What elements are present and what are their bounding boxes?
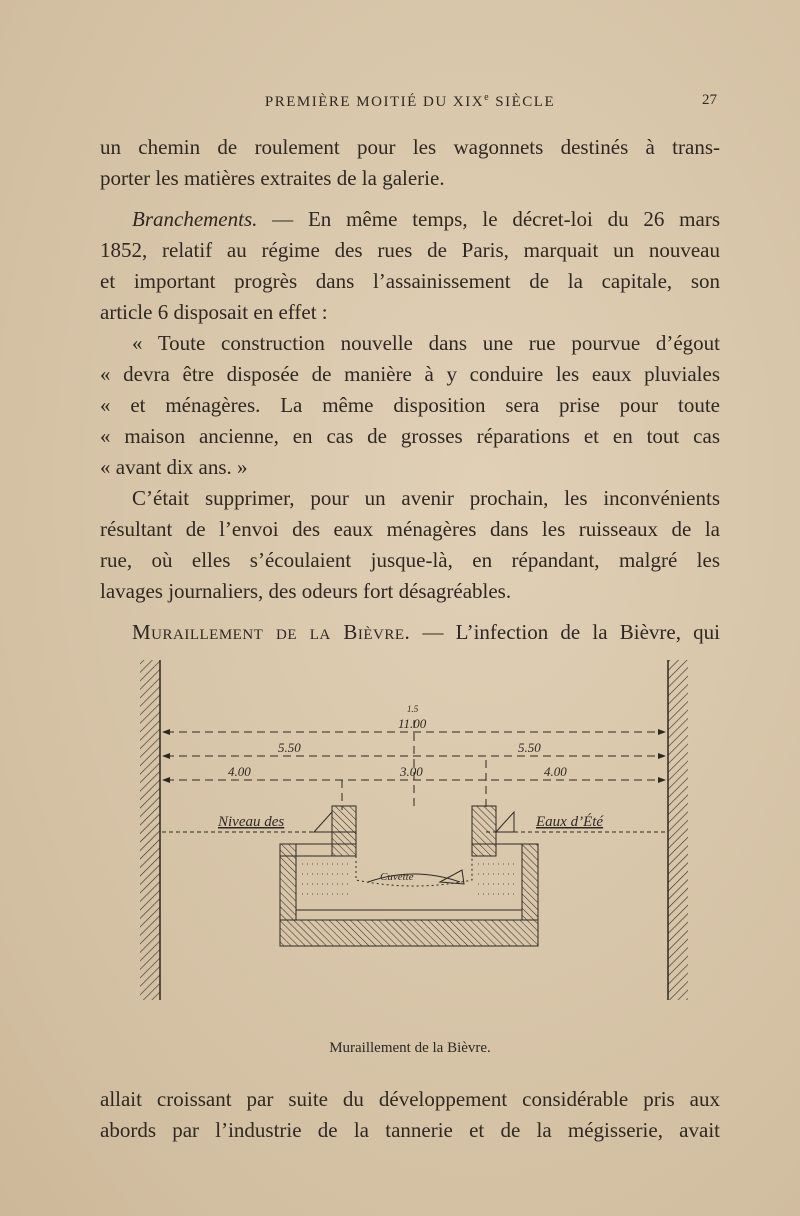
left-wall (140, 660, 160, 1000)
label-basin: Cuvette (380, 871, 414, 883)
bievre-cross-section-figure (118, 660, 708, 1030)
dim-label-top: 11.00 (398, 716, 427, 731)
label-summer-water: Eaux d’Été (536, 814, 604, 830)
paragraph-muraillement: Muraillement de la Bièvre. — L’infection de la Bièvre, qui (132, 620, 720, 644)
paragraph-continuation: un chemin de roulement pour les wagonnets destinés à trans- porter les matières extraites de la galerie. (100, 135, 720, 190)
text-block-top (100, 132, 720, 648)
dim-label-low-left: 4.00 (228, 764, 251, 779)
dim-label-low-center: 3.00 (400, 764, 423, 779)
figure-caption: Muraillement de la Bièvre. (329, 1040, 491, 1056)
dim-label-mid-left: 5.50 (278, 740, 301, 755)
decree-quote: « Toute construction nouvelle dans une rue pourvue d’égout « devra être disposée de manière à y conduire les eaux pluviales « et ménagères. La même disposition sera prise pour toute « maison ancienne, en cas de grosses réparations et en tout cas « avant dix ans. » (100, 331, 720, 479)
label-water-level: Niveau des (218, 814, 285, 830)
section-heading-branchements: Branchements. (132, 207, 258, 231)
section-heading-muraillement: Muraillement de la Bièvre. (132, 620, 411, 644)
paragraph-branchements: Branchements. — En même temps, le décret-loi du 26 mars 1852, relatif au régime des rues de Paris, marquait un nouveau et important progrès dans l’assainissement de la capitale, son article 6 disposait en effet : (100, 207, 720, 324)
page-number: 27 (702, 92, 717, 108)
dim-label-mid-right: 5.50 (518, 740, 541, 755)
text-block-bottom: allait croissant par suite du développement considérable pris aux abords par l’industrie de la tannerie et de la mégisserie, avait (100, 1087, 720, 1142)
paragraph-consequences: C’était supprimer, pour un avenir prochain, les inconvénients résultant de l’envoi des eaux ménagères dans les ruisseaux de la rue, où elles s’écoulaient jusque-là, en répandant, malgré les lavages journaliers, des odeurs fort désagréables. (100, 486, 720, 603)
running-title: PREMIÈRE MOITIÉ DU XIXe SIÈCLE (264, 92, 556, 110)
dim-label-small: 1.5 (407, 704, 419, 714)
dim-label-low-right: 4.00 (544, 764, 567, 779)
right-wall (668, 660, 688, 1000)
